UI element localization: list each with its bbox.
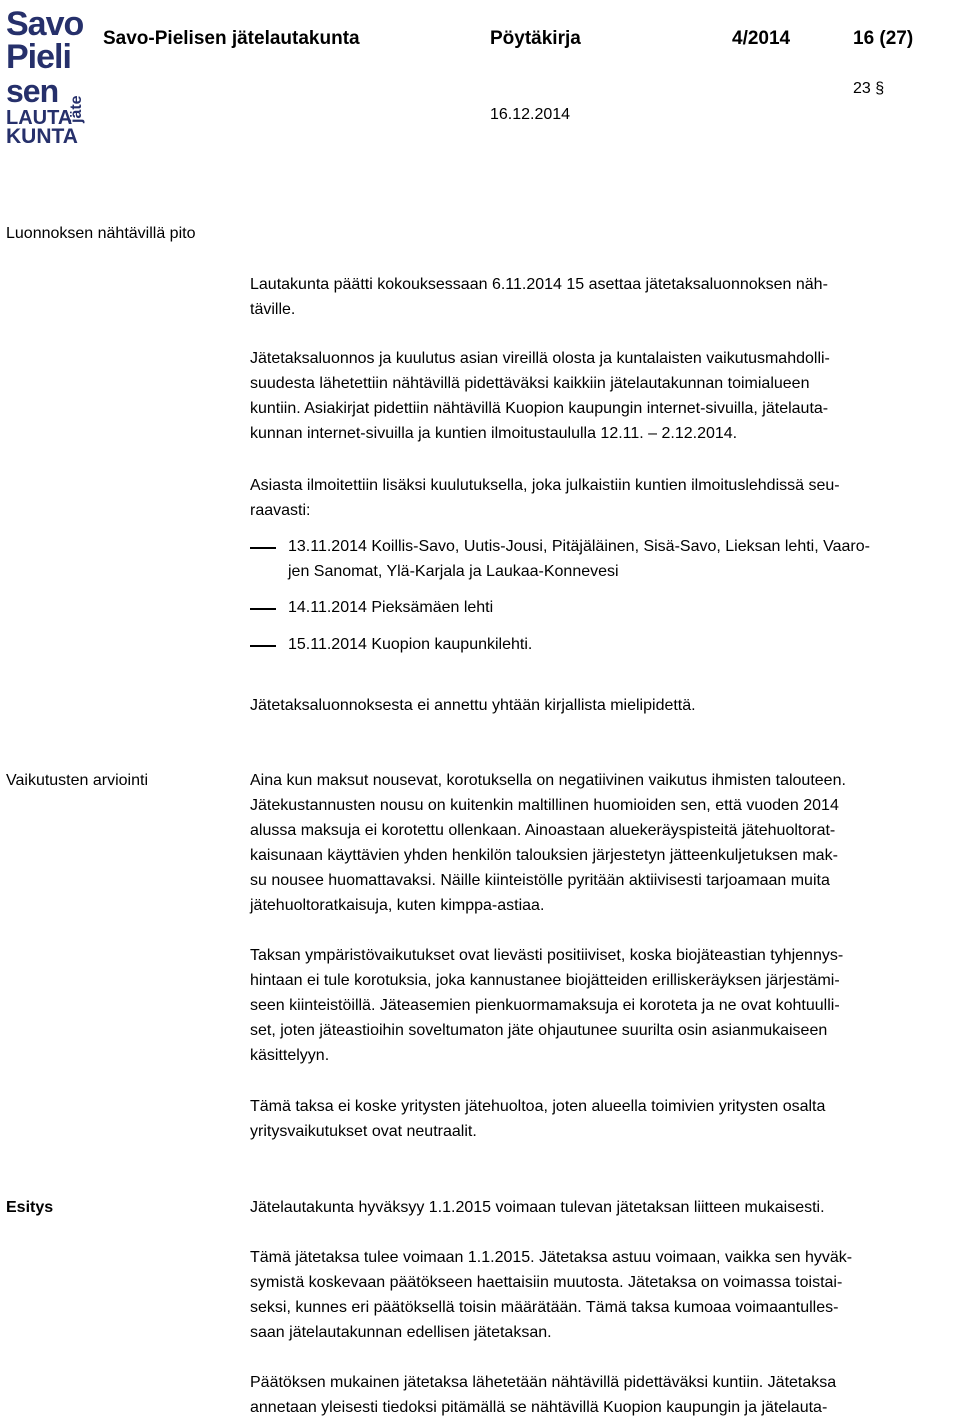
header-date: 16.12.2014 bbox=[490, 106, 571, 123]
text-line: täville. bbox=[250, 301, 296, 318]
header-section: 23 § bbox=[853, 80, 885, 97]
logo-line-2: Pieli bbox=[6, 38, 71, 76]
section-heading-vaikutus: Vaikutusten arviointi bbox=[6, 772, 148, 789]
text-line: Jätekustannusten nousu on kuitenkin maltillinen huomioiden sen, että vuoden 2014 bbox=[250, 797, 839, 814]
text-line: Aina kun maksut nousevat, korotuksella on negatiivinen vaikutus ihmisten talouteen. bbox=[250, 772, 846, 789]
paragraph-luonnos-3 bbox=[250, 473, 840, 523]
text-line: Päätöksen mukainen jätetaksa lähetetään nähtävillä pidettäväksi kuntiin. Jätetaksa bbox=[250, 1374, 837, 1391]
text-line: Lautakunta päätti kokouksessaan 6.11.2014 15 asettaa jätetaksaluonnoksen näh- bbox=[250, 276, 828, 293]
section-heading-luonnos: Luonnoksen nähtävillä pito bbox=[6, 225, 196, 242]
text-line: Tämä taksa ei koske yritysten jätehuoltoa, joten alueella toimivien yritysten osalta bbox=[250, 1098, 826, 1115]
text-line: su nousee huomattavaksi. Näille kiinteistölle pyritään aktiivisesti tarjoamaan muita bbox=[250, 872, 830, 889]
logo-line-5: KUNTA bbox=[6, 125, 78, 148]
text-line: kuntiin. Asiakirjat pidettiin nähtävillä Kuopion kaupungin internet-sivuilla, jätelauta- bbox=[250, 400, 829, 417]
header-page: 16 (27) bbox=[853, 28, 914, 49]
organization-logo bbox=[4, 5, 90, 150]
paragraph-luonnos-1 bbox=[250, 272, 828, 322]
text-line: suudesta lähetettiin nähtävillä pidettäväksi kaikkiin jätelautakunnan toimialueen bbox=[250, 375, 810, 392]
paragraph-vaikutus-2 bbox=[250, 943, 843, 1068]
bullet-dash bbox=[250, 645, 276, 647]
paragraph-esitys-1: Jätelautakunta hyväksyy 1.1.2015 voimaan tulevan jätetaksan liitteen mukaisesti. bbox=[250, 1199, 825, 1216]
list-item bbox=[288, 632, 532, 657]
logo-line-3: sen bbox=[6, 73, 59, 109]
text-line: jätehuoltoratkaisuja, kuten kimppa-astiaa. bbox=[250, 897, 545, 914]
text-line: Taksan ympäristövaikutukset ovat lievästi positiiviset, koska biojäteastian tyhjennys- bbox=[250, 947, 844, 964]
text-line: seksi, kunnes eri päätöksellä toisin määrätään. Tämä taksa kumoaa voimaantulles- bbox=[250, 1299, 839, 1316]
list-item bbox=[288, 595, 493, 620]
text-line: symistä koskevaan päätökseen haettaisiin muutosta. Jätetaksa on voimassa toistai- bbox=[250, 1274, 843, 1291]
text-line: alussa maksuja ei korotettu ollenkaan. Ainoastaan aluekeräyspisteitä jätehuoltorat- bbox=[250, 822, 836, 839]
text-line: seen kiinteistöillä. Jäteasemien pienkuormamaksuja ei koroteta ja ne ovat kohtuulli- bbox=[250, 997, 840, 1014]
list-item bbox=[288, 534, 870, 584]
text-line: saan jätelautakunnan edellisen jätetaksan. bbox=[250, 1324, 552, 1341]
text-line: 13.11.2014 Koillis-Savo, Uutis-Jousi, Pitäjäläinen, Sisä-Savo, Lieksan lehti, Vaaro- bbox=[288, 538, 870, 555]
paragraph-luonnos-2 bbox=[250, 346, 830, 446]
logo-line-4: LAUTA bbox=[6, 107, 73, 129]
section-heading-esitys: Esitys bbox=[6, 1199, 54, 1216]
text-line: annetaan yleisesti tiedoksi pitämällä se nähtävillä Kuopion kaupungin ja jätelauta- bbox=[250, 1399, 828, 1416]
text-line: set, joten jäteastioihin soveltumaton jäte ohjautunee suurilta osin asianmukaiseen bbox=[250, 1022, 828, 1039]
text-line: 15.11.2014 Kuopion kaupunkilehti. bbox=[288, 636, 533, 653]
header-org: Savo-Pielisen jätelautakunta bbox=[103, 28, 360, 49]
text-line: Tämä jätetaksa tulee voimaan 1.1.2015. Jätetaksa astuu voimaan, vaikka sen hyväk- bbox=[250, 1249, 853, 1266]
header-doc-type: Pöytäkirja bbox=[490, 28, 581, 49]
text-line: yritysvaikutukset ovat neutraalit. bbox=[250, 1123, 477, 1140]
logo-line-3b: jäte bbox=[68, 95, 85, 123]
bullet-dash bbox=[250, 547, 276, 549]
text-line: raavasti: bbox=[250, 502, 311, 519]
text-line: 14.11.2014 Pieksämäen lehti bbox=[288, 599, 494, 616]
paragraph-esitys-3 bbox=[250, 1370, 836, 1420]
paragraph-vaikutus-1 bbox=[250, 768, 846, 918]
text-line: Asiasta ilmoitettiin lisäksi kuulutuksella, joka julkaistiin kuntien ilmoituslehdissä seu- bbox=[250, 477, 840, 494]
text-line: kaisunaan käyttävien yhden henkilön talouksien järjestetyn jätteenkuljetuksen mak- bbox=[250, 847, 838, 864]
text-line: jen Sanomat, Ylä-Karjala ja Laukaa-Konnevesi bbox=[288, 563, 619, 580]
text-line: hintaan ei tule korotuksia, joka kannustanee biojätteiden erilliskeräyksen järjestämi- bbox=[250, 972, 840, 989]
paragraph-esitys-2 bbox=[250, 1245, 852, 1345]
logo-line-1: Savo bbox=[6, 5, 84, 43]
paragraph-vaikutus-3 bbox=[250, 1094, 825, 1144]
paragraph-luonnos-4: Jätetaksaluonnoksesta ei annettu yhtään kirjallista mielipidettä. bbox=[250, 697, 696, 714]
text-line: kunnan internet-sivuilla ja kuntien ilmoitustaululla 12.11. – 2.12.2014. bbox=[250, 425, 738, 442]
text-line: Jätetaksaluonnos ja kuulutus asian vireillä olosta ja kuntalaisten vaikutusmahdolli- bbox=[250, 350, 830, 367]
bullet-dash bbox=[250, 608, 276, 610]
text-line: käsittelyyn. bbox=[250, 1047, 330, 1064]
header-number: 4/2014 bbox=[732, 28, 791, 49]
